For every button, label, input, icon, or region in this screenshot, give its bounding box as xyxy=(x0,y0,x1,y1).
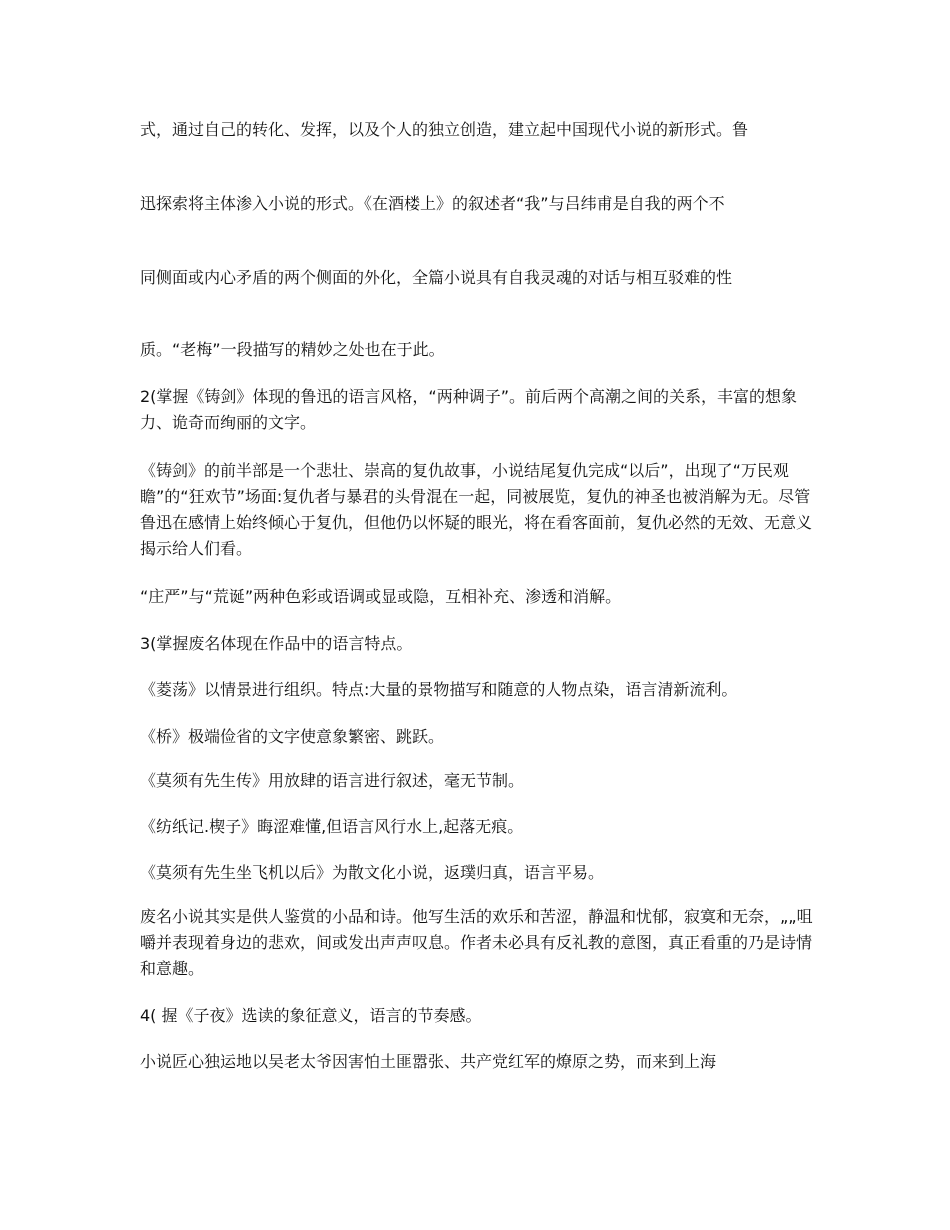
paragraph-5: 2(掌握《铸剑》体现的鲁迅的语言风格，“两种调子”。前后两个高潮之间的关系，丰富的想象力、诡奇而绚丽的文字。 xyxy=(140,387,798,432)
paragraph-3: 同侧面或内心矛盾的两个侧面的外化，全篇小说具有自我灵魂的对话与相互驳难的性 xyxy=(140,268,733,287)
paragraph-1: 式，通过自己的转化、发挥，以及个人的独立创造，建立起中国现代小说的新形式。鲁 xyxy=(140,120,749,139)
paragraph-12: 《纺纸记.楔子》晦涩难懂,但语言风行水上,起落无痕。 xyxy=(140,817,524,836)
paragraph-10: 《桥》极端俭省的文字使意象繁密、跳跃。 xyxy=(140,727,445,746)
paragraph-11: 《莫须有先生传》用放肆的语言进行叙述，毫无节制。 xyxy=(140,771,525,790)
paragraph-7: “庄严”与“荒诞”两种色彩或语调或显或隐，互相补充、渗透和消解。 xyxy=(140,587,622,606)
paragraph-15: 4( 握《子夜》选读的象征意义，语言的节奏感。 xyxy=(140,1006,482,1025)
paragraph-16: 小说匠心独运地以吴老太爷因害怕土匪嚣张、共产党红军的燎原之势，而来到上海 xyxy=(140,1052,717,1071)
paragraph-14: 废名小说其实是供人鉴赏的小品和诗。他写生活的欢乐和苦涩，静温和忧郁，寂寞和无奈，„„咀嚼并表现着身边的悲欢，间或发出声声叹息。作者未必具有反礼教的意图，真正看重的乃是诗情和意趣。 xyxy=(140,907,813,978)
paragraph-2: 迅探索将主体渗入小说的形式。《在酒楼上》的叙述者“我”与吕纬甫是自我的两个不 xyxy=(140,194,725,213)
paragraph-6: 《铸剑》的前半部是一个悲壮、崇高的复仇故事，小说结尾复仇完成“以后”，出现了“万民观瞻”的“狂欢节”场面:复仇者与暴君的头骨混在一起，同被展览，复仇的神圣也被消解为无。尽管鲁迅在感情上始终倾心于复仇，但他仍以怀疑的眼光，将在看客面前，复仇必然的无效、无意义揭示给人们看。 xyxy=(140,461,813,558)
paragraph-4: 质。“老梅”一段描写的精妙之处也在于此。 xyxy=(140,340,445,359)
paragraph-13: 《莫须有先生坐飞机以后》为散文化小说，返璞归真，语言平易。 xyxy=(140,863,605,882)
paragraph-8: 3(掌握废名体现在作品中的语言特点。 xyxy=(140,634,413,653)
paragraph-9: 《菱荡》以情景进行组织。特点:大量的景物描写和随意的人物点染，语言清新流利。 xyxy=(140,680,738,699)
